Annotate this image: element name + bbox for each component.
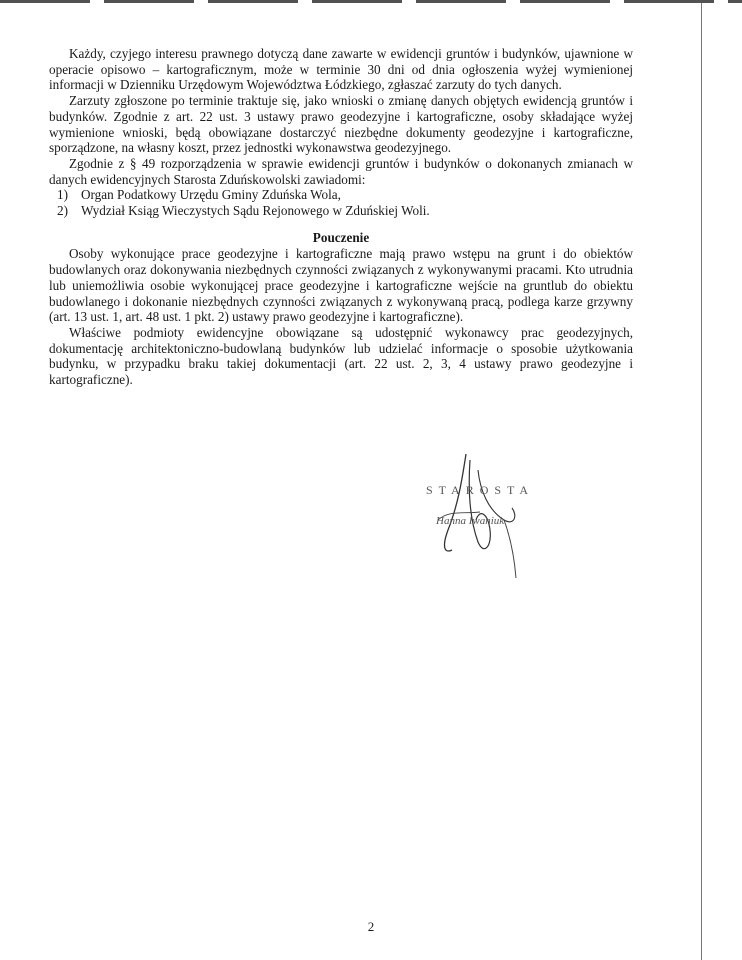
paragraph-documentation-duty: Właściwe podmioty ewidencyjne obowiązane są udostępnić wykonawcy prac geodezyjnych, dokumentację architektoniczno-budowlaną budynków lub udzielać informacje o sposobie użytkowania budynku, w przypadku braku takiej dokumentacji (art. 22 ust. 2, 3, 4 ustawy prawo geodezyjne i kartograficzne). [49,324,633,388]
notification-recipients-list [49,187,633,218]
page-number: 2 [367,919,375,934]
list-item [49,203,633,219]
list-item-text: Organ Podatkowy Urzędu Gminy Zduńska Wola, [81,187,341,203]
document-body [49,46,633,388]
list-item-number: 2) [57,203,68,219]
stamp-name: Hanna Iwaniuk [436,515,505,527]
paragraph-notification: Zgodnie z § 49 rozporządzenia w sprawie ewidencji gruntów i budynków o dokonanych zmianach w danych ewidencyjnych Starosta Zduńskowolski zawiadomi: [49,155,633,187]
list-item-text: Wydział Ksiąg Wieczystych Sądu Rejonowego w Zduńskiej Woli. [81,203,430,219]
paragraph-objections: Każdy, czyjego interesu prawnego dotyczą dane zawarte w ewidencji gruntów i budynków, ujawnione w operacie opisowo – kartograficznym, może w terminie 30 dni od dnia ogłoszenia wyżej wymienionej informacji w Dzienniku Urzędowym Województwa Łódzkiego, zgłaszać zarzuty do tych danych. [49,46,633,93]
paragraph-access-rights: Osoby wykonujące prace geodezyjne i kartograficzne mają prawo wstępu na grunt i do obiektów budowlanych oraz dokonywania niezbędnych czynności związanych z wykonywanymi pracami. Kto utrudnia lub uniemożliwia osobie wykonującej prace geodezyjne i kartograficzne wejście na gruntlub do obiektu budowlanego i dokonanie niezbędnych czynności związanych z wykonywaną pracą, podlega karze grzywny (art. 13 ust. 1, art. 48 ust. 1 pkt. 2) ustawy prawo geodezyjne i kartograficzne). [49,246,633,325]
list-item-number: 1) [57,187,68,203]
list-item [49,187,633,203]
instruction-heading: Pouczenie [312,229,370,245]
scan-edge-top [0,0,742,3]
stamp-title: STAROSTA [426,483,535,497]
scan-edge-right [701,0,702,960]
paragraph-late-objections: Zarzuty zgłoszone po terminie traktuje się, jako wnioski o zmianę danych objętych ewidencją gruntów i budynków. Zgodnie z art. 22 ust. 3 ustawy prawo geodezyjne i kartograficzne, osoby składające wyżej wymienione wnioski, będą obowiązane dostarczyć niezbędne dokumenty geodezyjne i kartograficzne, sporządzone, na własny koszt, przez jednostki wykonawstwa geodezyjnego. [49,93,633,156]
